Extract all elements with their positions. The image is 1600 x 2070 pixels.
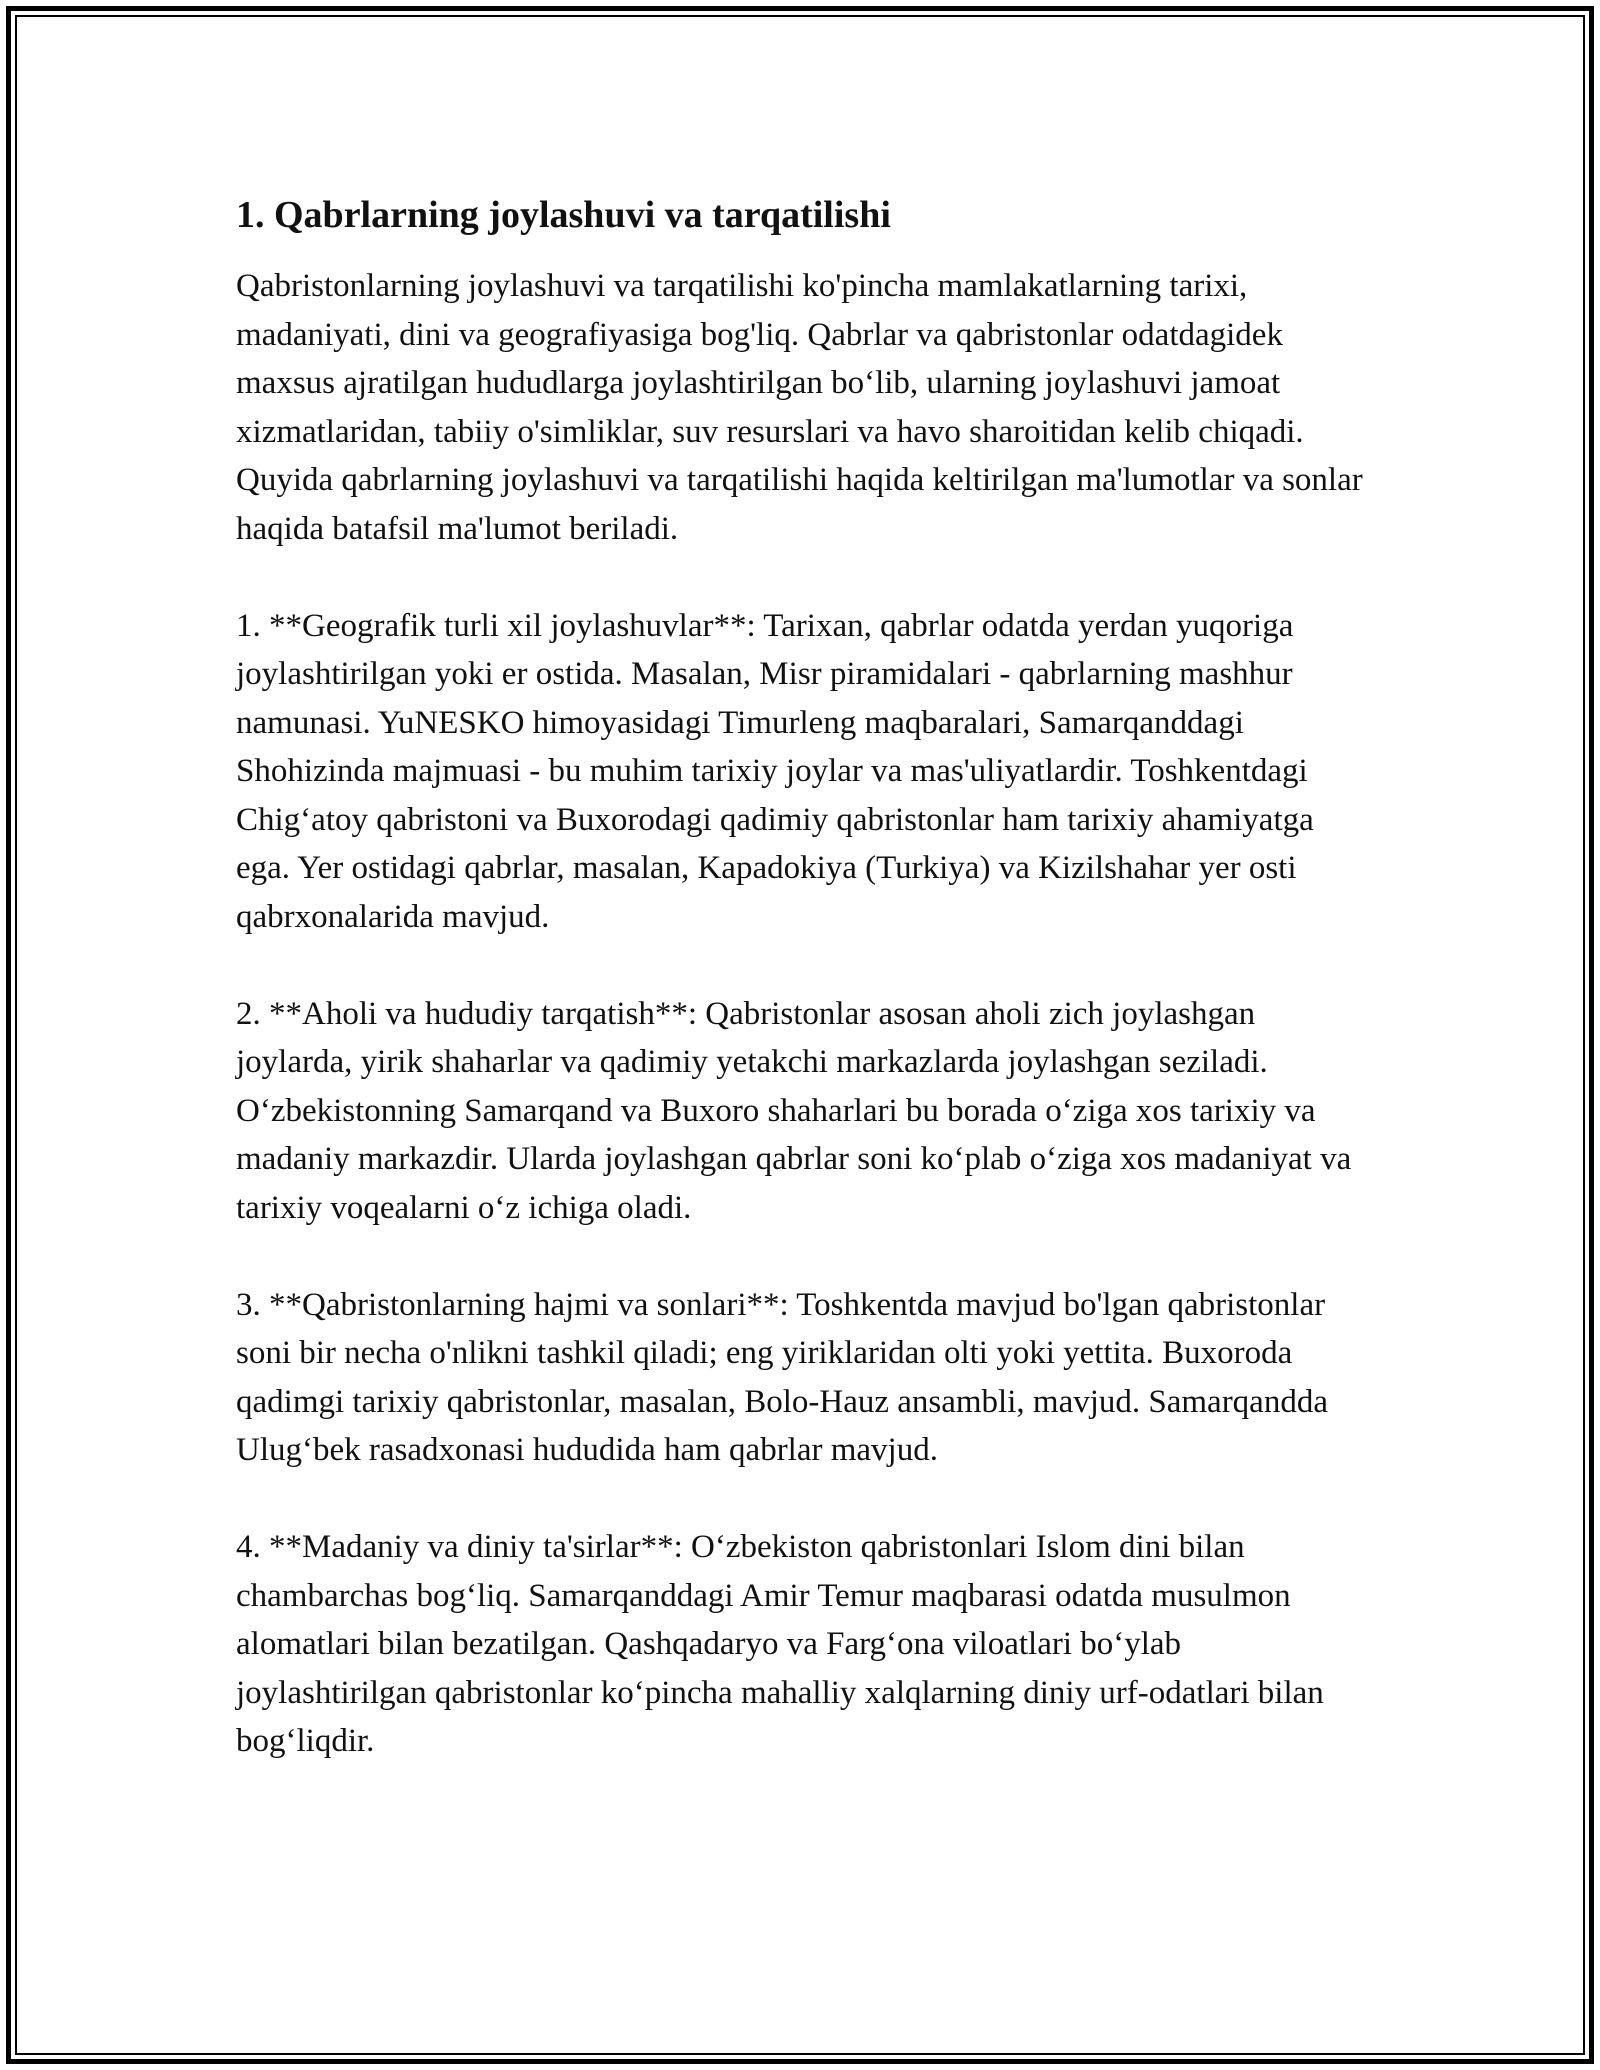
- point-hajmi-paragraph: 3. **Qabristonlarning hajmi va sonlari**: Toshkentda mavjud bo'lgan qabristonlar soni bir necha o'nlikni tashkil qiladi; eng yiriklaridan olti yoki yettita. Buxoroda qadimgi tarixiy qabristonlar, masalan, Bolo-Hauz ansambli, mavjud. Samarqandda Ulug‘bek rasadxonasi hududida ham qabrlar mavjud.: [236, 1286, 1328, 1468]
- point-madaniy-paragraph: 4. **Madaniy va diniy ta'sirlar**: O‘zbekiston qabristonlari Islom dini bilan chambarchas bog‘liq. Samarqanddagi Amir Temur maqbarasi odatda musulmon alomatlari bilan bezatilgan. Qashqadaryo va Farg‘ona viloatlari bo‘ylab joylashtirilgan qabristonlar ko‘pincha mahalliy xalqlarning diniy urf-odatlari bilan bog‘liqdir.: [236, 1529, 1324, 1759]
- document-body: [236, 180, 1366, 1814]
- point-geografik-paragraph: 1. **Geografik turli xil joylashuvlar**: Tarixan, qabrlar odatda yerdan yuqoriga joylashtirilgan yoki er ostida. Masalan, Misr piramidalari - qabrlarning mashhur namunasi. YuNESKO himoyasidagi Timurleng maqbaralari, Samarqanddagi Shohizinda majmuasi - bu muhim tarixiy joylar va mas'uliyatlardir. Toshkentdagi Chig‘atoy qabristoni va Buxorodagi qadimiy qabristonlar ham tarixiy ahamiyatga ega. Yer ostidagi qabrlar, masalan, Kapadokiya (Turkiya) va Kizilshahar yer osti qabrxonalarida mavjud.: [236, 607, 1314, 935]
- point-aholi-paragraph: 2. **Aholi va hududiy tarqatish**: Qabristonlar asosan aholi zich joylashgan joylarda, yirik shaharlar va qadimiy yetakchi markazlarda joylashgan seziladi. O‘zbekistonning Samarqand va Buxoro shaharlari bu borada o‘ziga xos tarixiy va madaniy markazdir. Ularda joylashgan qabrlar soni ko‘plab o‘ziga xos madaniyat va tarixiy voqealarni o‘z ichiga oladi.: [236, 995, 1352, 1226]
- section-heading: 1. Qabrlarning joylashuvi va tarqatilishi: [236, 194, 891, 236]
- intro-paragraph: Qabristonlarning joylashuvi va tarqatilishi ko'pincha mamlakatlarning tarixi, madaniyati, dini va geografiyasiga bog'liq. Qabrlar va qabristonlar odatdagidek maxsus ajratilgan hududlarga joylashtirilgan bo‘lib, ularning joylashuvi jamoat xizmatlaridan, tabiiy o'simliklar, suv resurslari va havo sharoitidan kelib chiqadi. Quyida qabrlarning joylashuvi va tarqatilishi haqida keltirilgan ma'lumotlar va sonlar haqida batafsil ma'lumot beriladi.: [236, 268, 1363, 547]
